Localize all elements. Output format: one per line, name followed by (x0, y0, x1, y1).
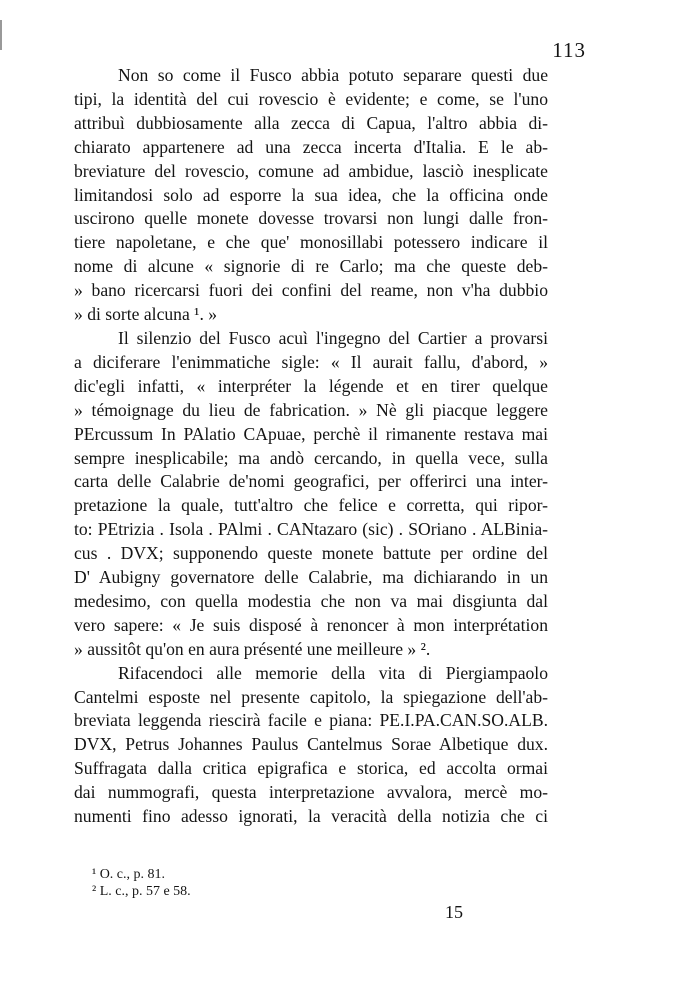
signature-mark: 15 (445, 902, 463, 922)
text-line: medesimo, con quella modestia che non va mai disgiunta dal (74, 590, 548, 611)
text-line: Il silenzio del Fusco acuì l'ingegno del Cartier a provarsi (118, 327, 548, 348)
text-line: » témoignage du lieu de fabrication. » Nè gli piacque leggere (74, 399, 548, 420)
text-line: numenti fino adesso ignorati, la veracità della notizia che ci (74, 806, 548, 827)
text-line: sempre inesplicabile; ma andò cercando, in quella vece, sulla (74, 447, 548, 468)
text-line: breviature del rovescio, comune ad ambidue, lasciò inesplicate (74, 160, 548, 181)
body-text (74, 64, 548, 829)
text-line: breviata leggenda riescirà facile e piana: PE.I.PA.CAN.SO.ALB. (74, 710, 548, 731)
text-line: dic'egli infatti, « interpréter la légende et en tirer quelque (74, 375, 548, 396)
footnote: ¹ O. c., p. 81. (92, 867, 166, 882)
text-line: » bano ricercarsi fuori dei confini del reame, non v'ha dubbio (74, 280, 548, 301)
footnotes (92, 866, 191, 900)
text-line: attribuì dubbiosamente alla zecca di Capua, l'altro abbia di- (74, 112, 548, 133)
page-edge-mark (0, 20, 2, 50)
text-line: a diciferare l'enimmatiche sigle: « Il aurait fallu, d'abord, » (74, 351, 548, 372)
text-line: DVX, Petrus Johannes Paulus Cantelmus Sorae Albetique dux. (74, 734, 548, 755)
text-line: D' Aubigny governatore delle Calabrie, ma dichiarando in un (74, 567, 548, 588)
text-line: » di sorte alcuna ¹. » (74, 304, 218, 325)
text-line: nome di alcune « signorie di re Carlo; ma che queste deb- (74, 256, 548, 277)
text-line: cus . DVX; supponendo queste monete battute per ordine del (74, 543, 548, 564)
text-line: tipi, la identità del cui rovescio è evidente; e come, se l'uno (74, 88, 548, 109)
footnote: ² L. c., p. 57 e 58. (92, 884, 191, 899)
text-line: to: PEtrizia . Isola . PAlmi . CANtazaro (sic) . SOriano . ALBinia- (74, 519, 548, 540)
text-line: Suffragata dalla critica epigrafica e storica, ed accolta ormai (74, 758, 548, 779)
page-number: 113 (552, 38, 586, 62)
text-line: vero sapere: « Je suis disposé à renoncer à mon interprétation (74, 614, 548, 635)
text-line: chiarato appartenere ad una zecca incerta d'Italia. E le ab- (74, 136, 548, 157)
text-line: carta delle Calabrie de'nomi geografici, per offerirci una inter- (74, 471, 548, 492)
text-line: Cantelmi esposte nel presente capitolo, la spiegazione dell'ab- (74, 686, 548, 707)
text-line: uscirono quelle monete dovesse trovarsi non lungi dalle fron- (74, 208, 548, 229)
text-line: PErcussum In PAlatio CApuae, perchè il rimanente restava mai (74, 423, 548, 444)
text-line: Rifacendoci alle memorie della vita di Piergiampaolo (118, 662, 548, 683)
text-line: Non so come il Fusco abbia potuto separare questi due (118, 65, 548, 85)
text-line: » aussitôt qu'on en aura présenté une meilleure » ². (74, 638, 431, 659)
text-line: tiere napoletane, e che que' monosillabi potessero indicare il (74, 232, 548, 253)
text-line: pretazione la quale, tutt'altro che felice e corretta, qui ripor- (74, 495, 548, 516)
text-line: dai nummografi, questa interpretazione avvalora, mercè mo- (74, 782, 548, 803)
text-line: limitandosi solo ad esporre la sua idea, che la officina onde (74, 184, 548, 205)
